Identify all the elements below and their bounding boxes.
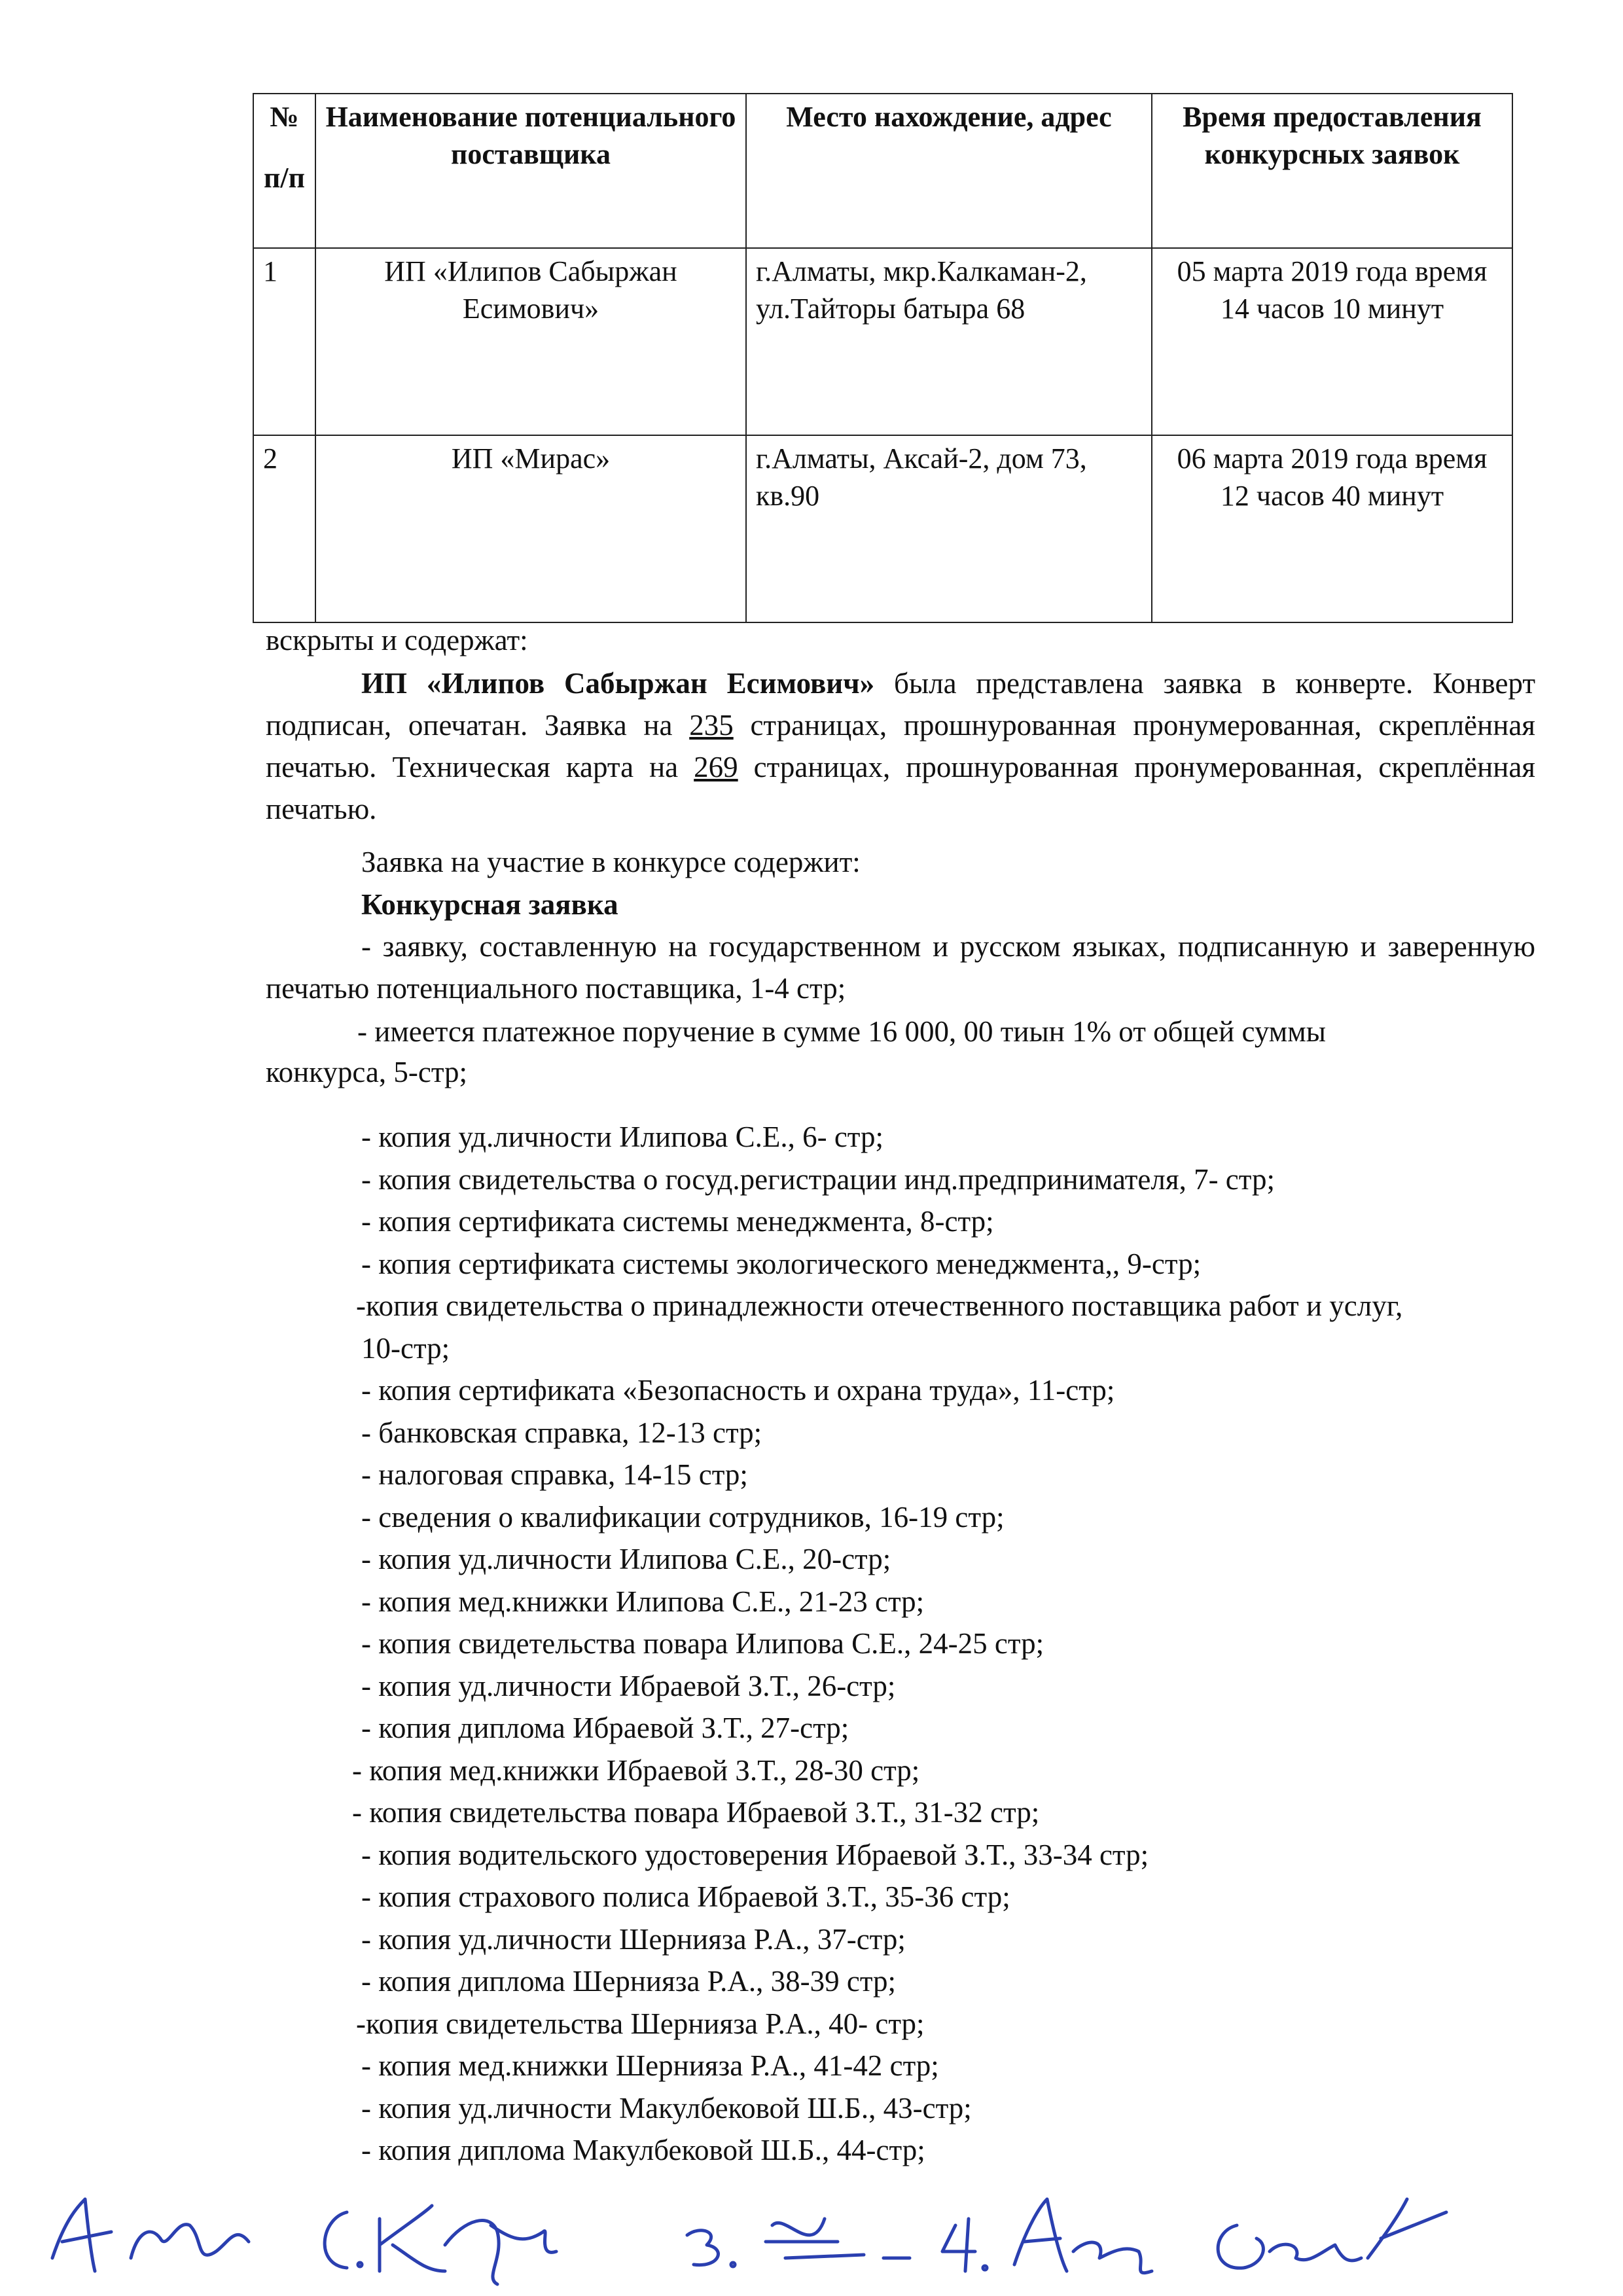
application-item: - заявку, составленную на государственном и русском языках, подписанную и заверенную печатью потенциального поставщика, 1-4 стр; xyxy=(266,930,1535,1005)
handwritten-signatures xyxy=(39,2179,1466,2291)
header-num-label: п/п xyxy=(264,162,305,194)
opened-line: вскрыты и содержат: xyxy=(266,624,528,656)
header-address: Место нахождение, адрес xyxy=(746,94,1152,248)
documents-list xyxy=(352,1116,1539,2172)
list-item: - копия сертификата системы экологического менеджмента,, 9-стр; xyxy=(361,1247,1202,1280)
list-item: - копия водительского удостоверения Ибраевой З.Т., 33-34 стр; xyxy=(361,1838,1149,1871)
table-row xyxy=(253,248,1512,435)
list-item: - налоговая справка, 14-15 стр; xyxy=(361,1458,748,1491)
row-num: 1 xyxy=(253,248,315,435)
paragraph-text: страницах, прошнурованная пронумерованная, скреплённая печатью. xyxy=(266,751,1535,825)
application-contents-intro: Заявка на участие в конкурсе содержит: xyxy=(361,846,861,878)
list-item: - копия мед.книжки Шернияза Р.А., 41-42 стр; xyxy=(361,2049,939,2082)
list-item: - копия уд.личности Илипова С.Е., 20-стр; xyxy=(361,1543,891,1575)
list-item: - копия страхового полиса Ибраевой З.Т., 35-36 стр; xyxy=(361,1880,1010,1913)
list-item: - копия уд.личности Макулбековой Ш.Б., 43-стр; xyxy=(361,2091,972,2125)
payment-order-line-cont: конкурса, 5-стр; xyxy=(266,1056,468,1088)
header-name: Наименование потенциального поставщика xyxy=(315,94,746,248)
list-item: - копия уд.личности Ибраевой З.Т., 26-стр; xyxy=(361,1669,896,1702)
paragraph-text: страницах, прошнурованная пронумерованная, скреплённая печатью. Техническая карта на xyxy=(266,709,1535,783)
list-item: - копия свидетельства повара Илипова С.Е., 24-25 стр; xyxy=(361,1627,1044,1660)
page-count-application: 235 xyxy=(689,709,734,742)
header-time: Время предоставления конкурсных заявок xyxy=(1152,94,1512,248)
list-item: - копия диплома Ибраевой З.Т., 27-стр; xyxy=(361,1712,849,1744)
payment-order-line: - имеется платежное поручение в сумме 16 000, 00 тиын 1% от общей суммы xyxy=(357,1015,1326,1048)
list-item: - копия мед.книжки Илипова С.Е., 21-23 стр; xyxy=(361,1585,925,1618)
row-num: 2 xyxy=(253,435,315,622)
list-item: - копия мед.книжки Ибраевой З.Т., 28-30 стр; xyxy=(352,1753,920,1787)
row-submission-time: 06 марта 2019 года время 12 часов 40 минут xyxy=(1152,435,1512,622)
page-count-tech-card: 269 xyxy=(694,751,738,783)
list-item: - сведения о квалификации сотрудников, 16-19 стр; xyxy=(361,1500,1005,1534)
header-num xyxy=(253,94,315,248)
list-item: - копия свидетельства о госуд.регистрации инд.предпринимателя, 7- стр; xyxy=(361,1162,1275,1196)
list-item: - банковская справка, 12-13 стр; xyxy=(361,1416,762,1449)
table-row xyxy=(253,435,1512,622)
paragraph-text: была представлена заявка в конверте. Конверт подписан, опечатан. Заявка на xyxy=(266,667,1535,742)
list-item: - копия свидетельства повара Ибраевой З.Т., 31-32 стр; xyxy=(352,1796,1040,1829)
section-heading: Конкурсная заявка xyxy=(361,888,618,921)
list-item: - копия диплома Макулбековой Ш.Б., 44-стр; xyxy=(361,2134,925,2166)
list-item: -копия свидетельства о принадлежности отечественного поставщика работ и услуг, xyxy=(356,1289,1403,1322)
row-submission-time: 05 марта 2019 года время 14 часов 10 минут xyxy=(1152,248,1512,435)
list-item: - копия уд.личности Илипова С.Е., 6- стр; xyxy=(361,1121,884,1153)
list-item: -копия свидетельства Шернияза Р.А., 40- стр; xyxy=(356,2007,925,2040)
table-header-row xyxy=(253,94,1512,248)
row-supplier-name: ИП «Илипов Сабыржан Есимович» xyxy=(315,248,746,435)
bid-openings-table xyxy=(253,93,1513,623)
supplier-envelope-paragraph xyxy=(266,662,1535,830)
row-address: г.Алматы, Аксай-2, дом 73, кв.90 xyxy=(746,435,1152,622)
list-item: - копия диплома Шернияза Р.А., 38-39 стр; xyxy=(361,1965,897,1998)
list-item: 10-стр; xyxy=(361,1331,450,1365)
list-item: - копия уд.личности Шернияза Р.А., 37-стр; xyxy=(361,1922,906,1956)
list-item: - копия сертификата системы менеджмента, 8-стр; xyxy=(361,1205,994,1238)
header-num-symbol: № xyxy=(270,101,299,133)
supplier-name-bold: ИП «Илипов Сабыржан Есимович» xyxy=(361,667,875,700)
list-item: - копия сертификата «Безопасность и охрана труда», 11-стр; xyxy=(361,1374,1115,1407)
row-supplier-name: ИП «Мирас» xyxy=(315,435,746,622)
row-address: г.Алматы, мкр.Калкаман-2, ул.Тайторы батыра 68 xyxy=(746,248,1152,435)
